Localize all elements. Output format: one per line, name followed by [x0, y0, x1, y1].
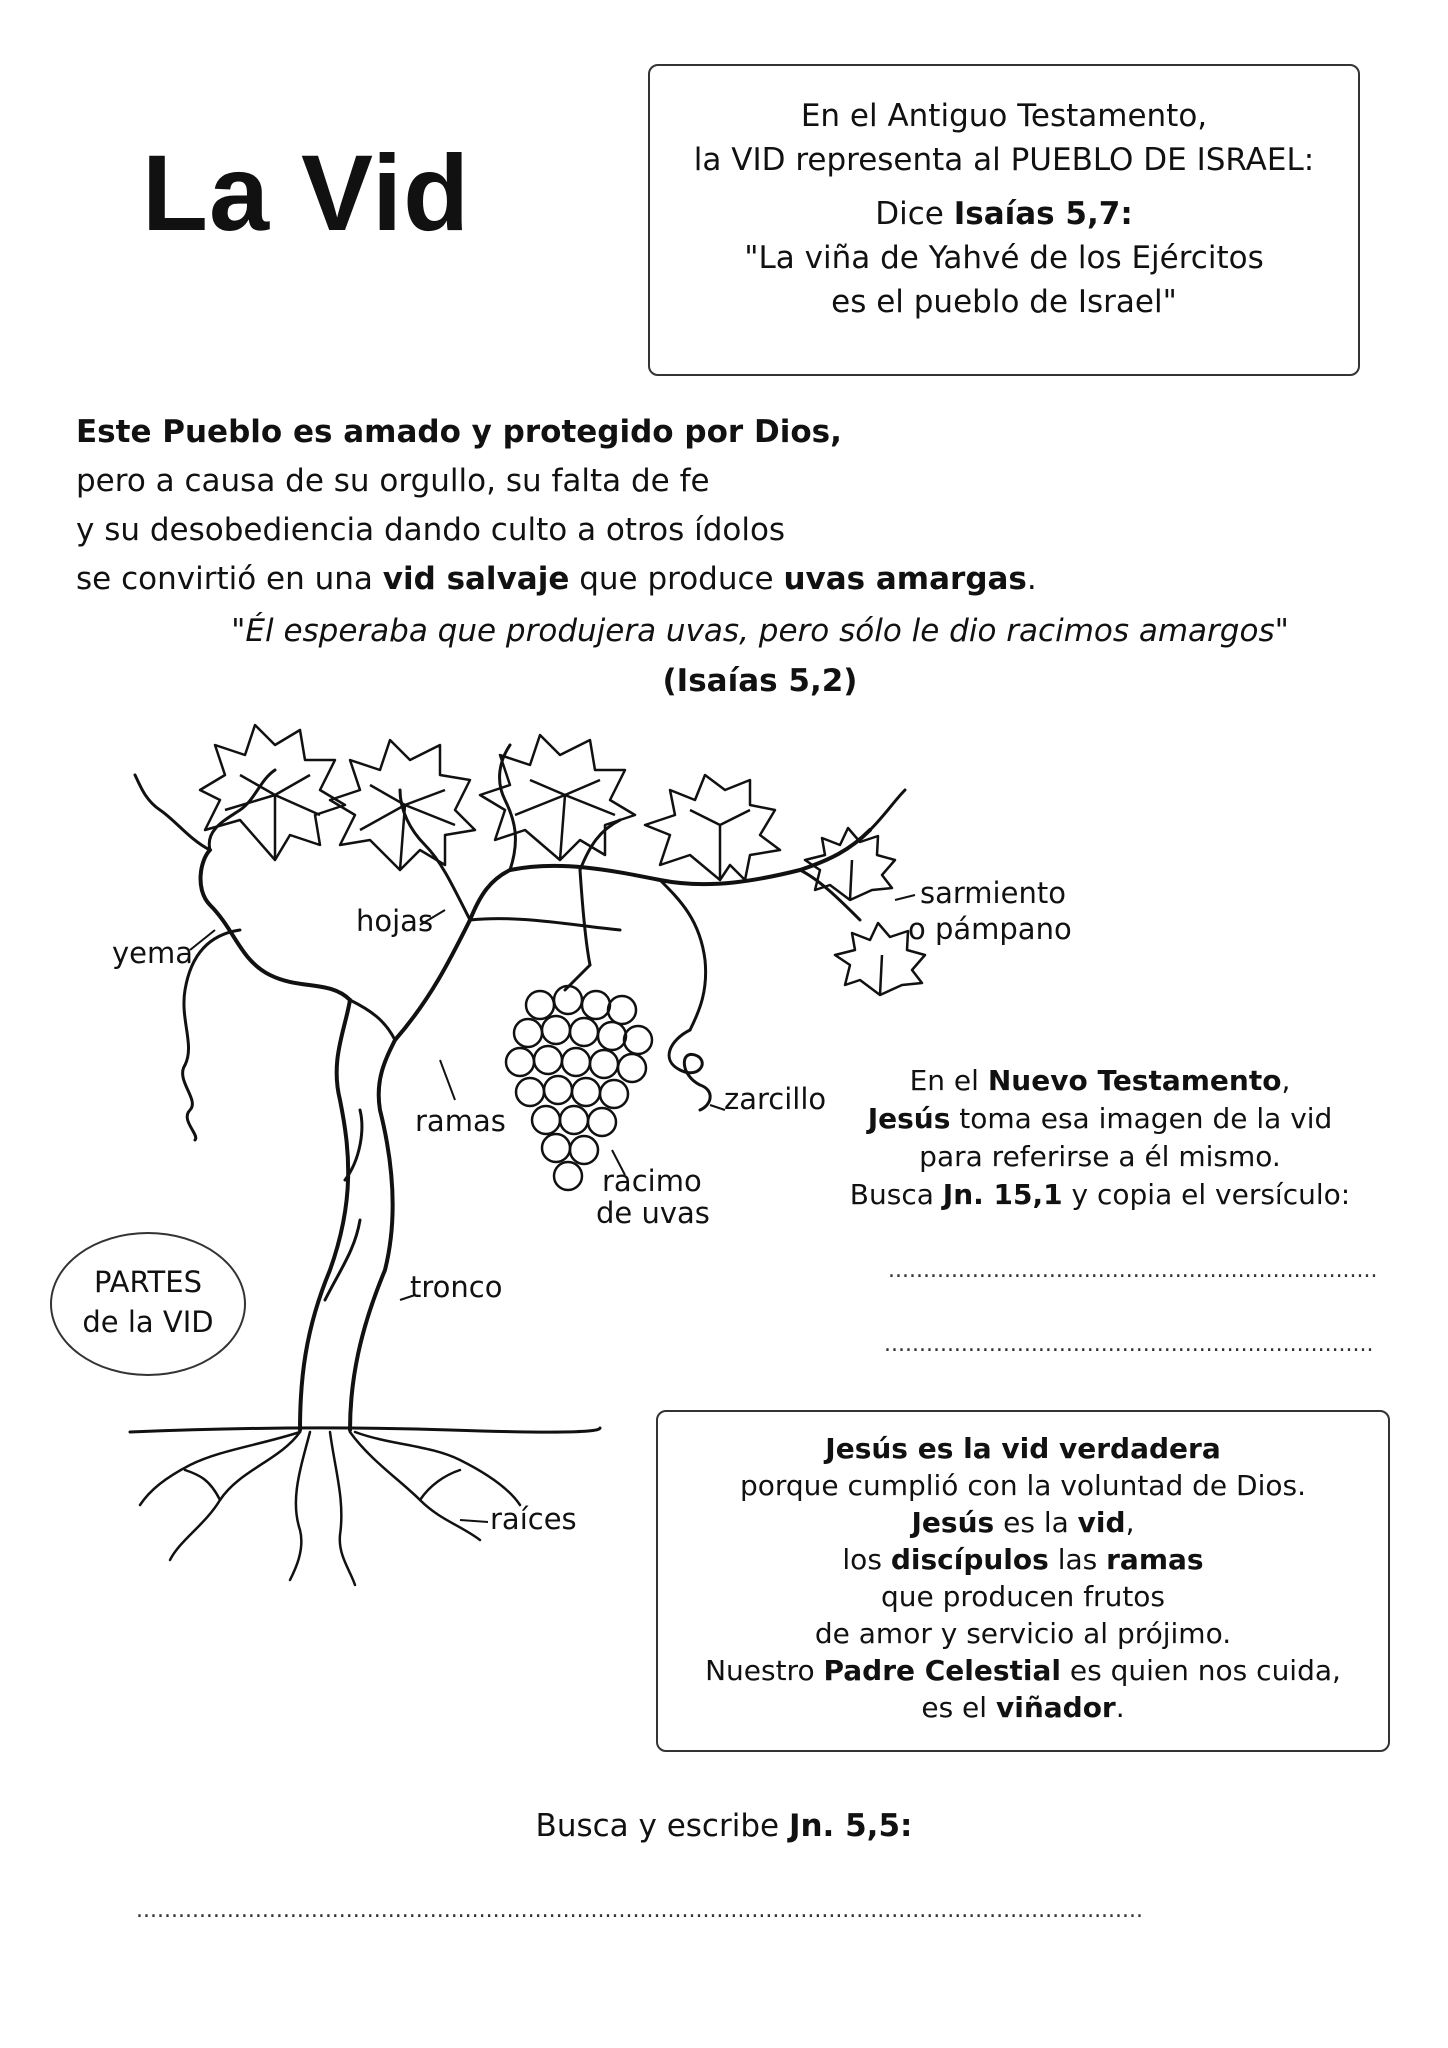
jesus-line: que producen frutos: [880, 1580, 1166, 1613]
intro-line: se convirtió en una vid salvaje que produce uvas amargas.: [76, 561, 1037, 597]
label-raices: raíces: [490, 1502, 577, 1536]
label-tronco: tronco: [410, 1270, 503, 1304]
label-sarmiento-2: o pámpano: [908, 912, 1072, 946]
page-title: La Vid: [142, 132, 471, 253]
jesus-line: de amor y servicio al prójimo.: [814, 1617, 1232, 1650]
jesus-line: los discípulos las ramas: [842, 1543, 1204, 1576]
jesus-heading: Jesús es la vid verdadera: [825, 1432, 1221, 1465]
label-ramas: ramas: [415, 1104, 506, 1138]
answer-line-2[interactable]: ......................................................................: [884, 1332, 1374, 1357]
answer-line-1[interactable]: ......................................................................: [888, 1258, 1378, 1283]
label-racimo-1: racimo: [602, 1164, 702, 1198]
answer-line-3[interactable]: ................................................................................................................................................: [136, 1898, 1144, 1923]
parts-line: de la VID: [82, 1305, 214, 1339]
parts-ellipse: [50, 1232, 246, 1376]
ot-line: Dice Isaías 5,7:: [875, 196, 1133, 232]
jesus-line: es el viñador.: [921, 1691, 1125, 1724]
jesus-line: Jesús es la vid,: [911, 1506, 1135, 1539]
intro-line: pero a causa de su orgullo, su falta de fe: [76, 463, 710, 499]
nt-line: Jesús toma esa imagen de la vid: [867, 1102, 1333, 1135]
ot-line: En el Antiguo Testamento,: [800, 98, 1208, 134]
label-sarmiento-1: sarmiento: [920, 876, 1066, 910]
ot-line: "La viña de Yahvé de los Ejércitos: [744, 240, 1264, 276]
ot-line: la VID representa al PUEBLO DE ISRAEL:: [693, 142, 1315, 178]
parts-line: PARTES: [94, 1265, 202, 1299]
quote-text: "Él esperaba que produjera uvas, pero sólo le dio racimos amargos": [231, 613, 1289, 649]
label-yema: yema: [112, 936, 194, 970]
intro-line: y su desobediencia dando culto a otros ídolos: [76, 512, 786, 548]
label-zarcillo: zarcillo: [724, 1082, 827, 1116]
jesus-line: Nuestro Padre Celestial es quien nos cuida,: [705, 1654, 1341, 1687]
search-prompt: Busca y escribe Jn. 5,5:: [535, 1808, 913, 1844]
nt-line: Busca Jn. 15,1 y copia el versículo:: [849, 1178, 1351, 1211]
ot-line: es el pueblo de Israel": [831, 284, 1177, 320]
intro-bold-line: Este Pueblo es amado y protegido por Dios,: [76, 414, 842, 450]
label-racimo-2: de uvas: [596, 1196, 710, 1230]
nt-line: En el Nuevo Testamento,: [909, 1064, 1291, 1097]
jesus-vine-box: [656, 1410, 1390, 1752]
nt-line: para referirse a él mismo.: [919, 1140, 1281, 1173]
new-testament-text: [810, 1062, 1390, 1214]
jesus-line: porque cumplió con la voluntad de Dios.: [739, 1469, 1306, 1502]
label-hojas: hojas: [356, 904, 434, 938]
quote-reference: (Isaías 5,2): [662, 663, 858, 699]
